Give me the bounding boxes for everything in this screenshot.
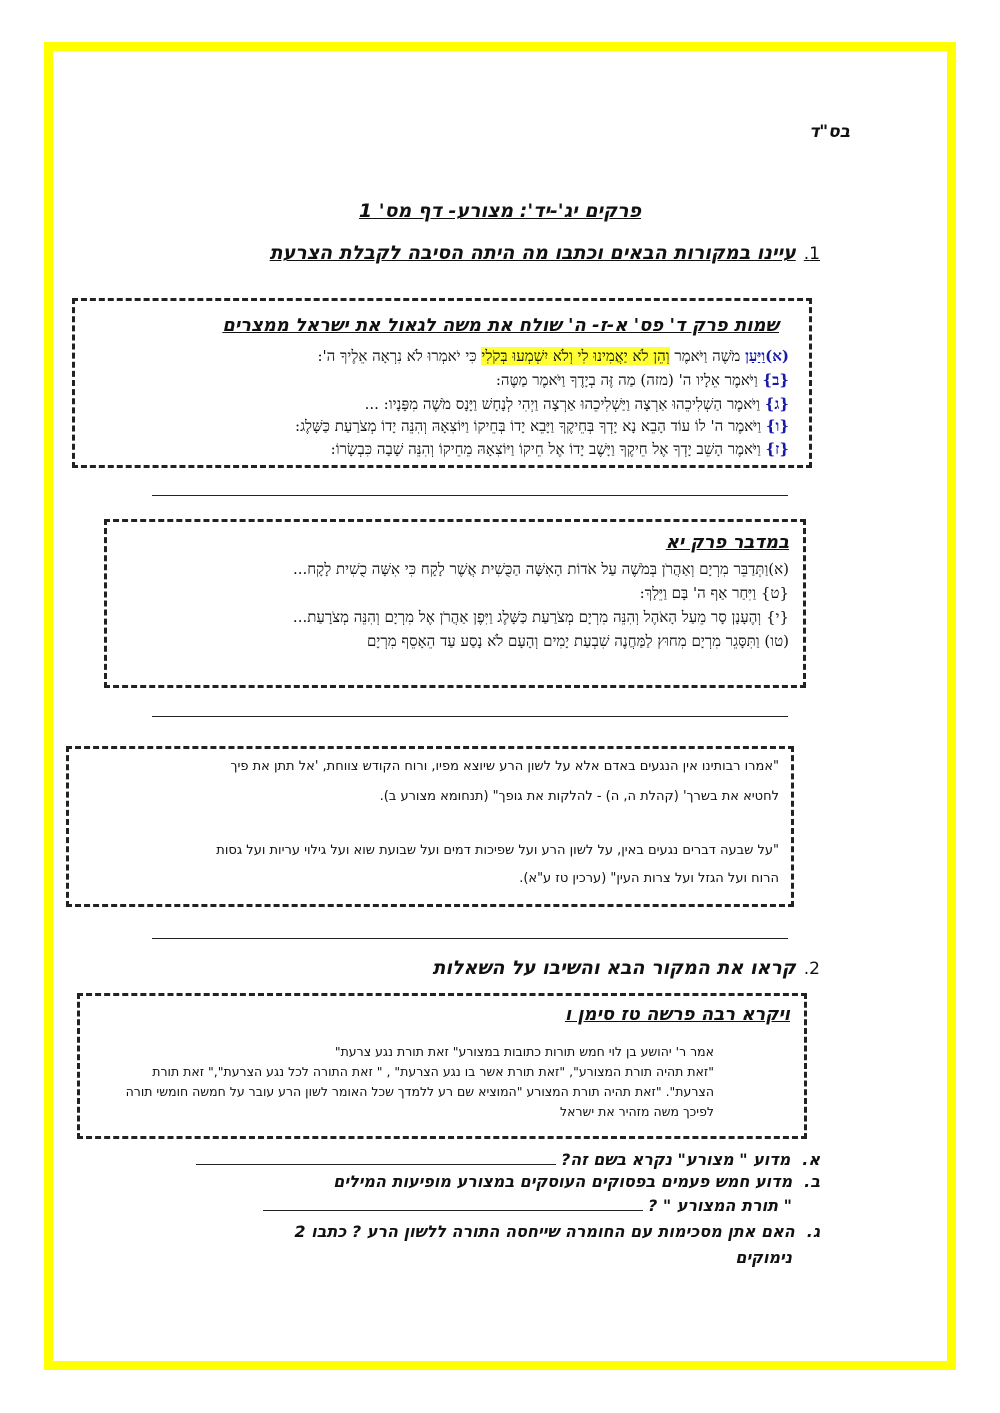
verse-tag: {ג}	[764, 395, 789, 413]
verse-tag: (א)	[765, 347, 789, 365]
source-box-vayikra-rabbah	[77, 993, 807, 1139]
sub-question-letter: ב.	[804, 1172, 820, 1191]
answer-line[interactable]	[152, 938, 788, 939]
question-1-text: עיינו במקורות הבאים וכתבו מה היתה הסיבה לקבלת הצרעת	[269, 242, 796, 264]
source-box-quotes	[66, 746, 794, 907]
verse-word: וַיַּעַן	[745, 347, 766, 365]
verse-tag: {ו}	[765, 417, 789, 435]
verse-line: {י} וְהֶעָנָן סָר מֵעַל הָאֹהֶל וְהִנֵּה מִרְיָם מְצֹרַעַת כַּשָּׁלֶג וַיִּפֶן אַהֲרֹן אֶל מִרְיָם וְהִנֵּה מְצֹרָעַת...	[292, 608, 789, 626]
verse-text: כִּי יֹאמְרוּ לֹא נִרְאָה אֵלֶיךָ ה':	[317, 347, 482, 365]
question-1-number: 1.	[803, 244, 820, 264]
verse-line	[496, 371, 789, 390]
verse-line	[295, 417, 789, 436]
sub-question-c-continued	[735, 1248, 792, 1267]
sub-question-text: " תורת המצורע " ?	[647, 1196, 792, 1215]
sub-question-a	[196, 1150, 820, 1169]
source-heading-vayikra-rabbah: ויקרא רבה פרשה טז סימן ו	[564, 1004, 790, 1025]
verse-text: וַיֹּאמֶר ה' לוֹ עוֹד הָבֵא נָא יָדְךָ בְּחֵיקֶךָ וַיָּבֵא יָדוֹ בְּחֵיקוֹ וַיּוֹצִאָהּ וְהִנֵּה יָדוֹ מְצֹרַעַת כַּשָּׁלֶג:	[295, 417, 766, 435]
answer-blank[interactable]	[196, 1150, 556, 1165]
answer-line[interactable]	[152, 495, 788, 496]
sub-question-b-continued	[263, 1196, 792, 1215]
sub-question-text: נימוקים	[735, 1248, 792, 1267]
verse-line	[365, 395, 789, 414]
question-2	[433, 957, 821, 979]
quote-line: הרוח ועל הגזל ועל צרות העין" (ערכין טז ע"א).	[519, 871, 779, 886]
verse-line: {ט} וַיִּחַר אַף ה' בָּם וַיֵּלַךְ:	[639, 584, 789, 602]
source-box-numbers	[104, 519, 806, 688]
verse-line	[317, 347, 789, 366]
sub-question-letter: ג.	[806, 1222, 820, 1241]
source-heading-exodus: שמות פרק ד' פס' א-ז- ה' שולח את משה לגאול את ישראל ממצרים	[222, 315, 779, 336]
verse-line: (טו) וַתִּסָּגֵר מִרְיָם מִחוּץ לַמַּחֲנֶה שִׁבְעַת יָמִים וְהָעָם לֹא נָסַע עַד הֵאָסֵף מִרְיָם	[367, 632, 789, 650]
quote-line: "על שבעה דברים נגעים באין, על לשון הרע ועל שפיכות דמים ועל שבועת שוא ועל גילוי עריות ועל גסות	[216, 843, 779, 858]
sub-question-b	[333, 1172, 820, 1191]
sub-question-text: מדוע " מצורע" נקרא בשם זה?	[560, 1150, 791, 1169]
question-1	[270, 242, 820, 264]
answer-blank[interactable]	[263, 1196, 643, 1211]
verse-text: וַיֹּאמֶר הָשֵׁב יָדְךָ אֶל חֵיקֶךָ וַיָּשֶׁב יָדוֹ אֶל חֵיקוֹ וַיּוֹצִאָהּ מֵחֵיקוֹ וְהִנֵּה שָׁבָה כִּבְשָׂרוֹ:	[330, 440, 766, 458]
quote-line: "אמרו רבותינו אין הנגעים באדם אלא על לשון הרע שיוצא מפיו, ורוח הקודש צווחת, 'אל תתן את פיך	[230, 759, 779, 774]
source-box-exodus	[72, 298, 812, 468]
source-heading-numbers: במדבר פרק יא	[665, 532, 789, 553]
source-line: אמר ר' יהושע בן לוי חמש תורות כתובות במצורע" זאת תורת נגע צרעת"	[334, 1044, 714, 1059]
verse-line: (א)וַתְּדַבֵּר מִרְיָם וְאַהֲרֹן בְּמֹשֶׁה עַל אֹדוֹת הָאִשָּׁה הַכֻּשִׁית אֲשֶׁר לָקָח כִּי אִשָּׁה כֻשִׁית לָקָח...	[293, 560, 789, 578]
sub-question-letter: א.	[802, 1150, 820, 1169]
sub-question-text: מדוע חמש פעמים בפסוקים העוסקים במצורע מופיעות המילים	[333, 1172, 793, 1191]
verse-tag: {ב}	[762, 371, 789, 389]
verse-line	[331, 440, 789, 459]
source-line: הצרעת". "זאת תהיה תורת המצורע "המוציא שם רע ללמדך שכל האומר לשון הרע עובר על חמשה חומשי תורה	[125, 1084, 714, 1099]
sub-question-text: האם אתן מסכימות עם החומרה שייחסה התורה ללשון הרע ? כתבו 2	[294, 1222, 795, 1241]
bsd-header: בס"ד	[809, 122, 850, 142]
page-title: פרקים יג'-יד': מצורע- דף מס' 1	[358, 200, 642, 222]
verse-text: וַיֹּאמֶר אֵלָיו ה' (מזה) מַה זֶּה בְיָדֶךָ וַיֹּאמֶר מַטֶּה:	[495, 371, 763, 389]
question-2-number: 2.	[803, 959, 820, 979]
verse-tag: {ז}	[765, 440, 789, 458]
quote-line: לחטיא את בשרך' (קהלת ה, ה) - להלקות את גופך" (תנחומא מצורע ב).	[379, 789, 779, 804]
highlighted-text: וְהֵן לֹא יַאֲמִינוּ לִי וְלֹא יִשְׁמְעוּ בְּקֹלִי	[481, 347, 670, 365]
source-line: "זאת תהיה תורת המצורע", "זאת תורת אשר בו נגע הצרעת" , " זאת התורה לכל נגע הצרעת"," זאת תורת	[152, 1064, 714, 1079]
answer-line[interactable]	[152, 716, 788, 717]
sub-question-c	[294, 1222, 820, 1241]
verse-text: מֹשֶׁה וַיֹּאמֶר	[669, 347, 746, 365]
source-line: לפיכך משה מזהיר את ישראל	[559, 1104, 714, 1119]
question-2-text: קראו את המקור הבא והשיבו על השאלות	[432, 957, 796, 979]
verse-text: וַיֹּאמֶר הַשְׁלִיכֵהוּ אַרְצָה וַיַּשְׁלִיכֵהוּ אַרְצָה וַיְהִי לְנָחָשׁ וַיָּנָס מֹשֶׁה מִפָּנָיו: ...	[364, 395, 765, 413]
